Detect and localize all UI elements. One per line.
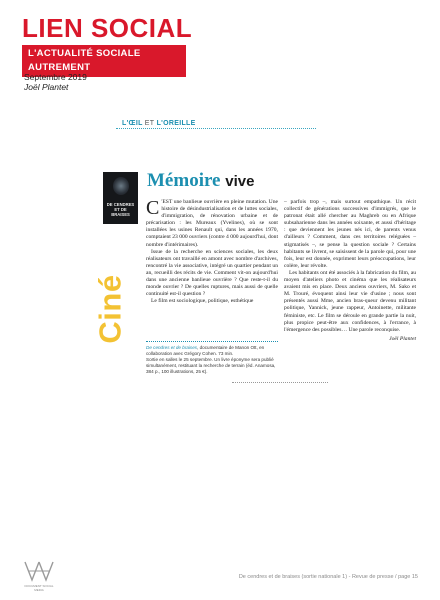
film-info-box: [146, 341, 278, 375]
publisher-logo: [22, 560, 56, 590]
section-heading: [120, 120, 198, 127]
article-author: Joël Plantet: [24, 82, 69, 92]
publisher-logo-label: DOCUMENT SOCIAL MEDIA: [24, 584, 54, 592]
rubric-text: Ciné: [92, 274, 128, 344]
brand-tagline: L'ACTUALITÉ SOCIALE AUTREMENT: [22, 45, 186, 77]
publisher-logo-icon: [22, 560, 56, 584]
info-line-2: Sortie en salles le 25 septembre. Un livre éponyme sera publié simultanément, restituant la recherche de terrain (éd. Anamosa, 384 p., 100 illustrations, 25 €).: [146, 357, 276, 374]
drop-cap: C: [146, 197, 160, 219]
closing-rule: [232, 382, 328, 383]
article-paragraph: – parfois trop –, mais surtout empathique. Un récit collectif de générations successives d'immigrés, que le patronat était allé chercher au Maghreb ou en Afrique subsaharienne dans les années soixante, et aussi d'héritage : que deviennent les jeunes nés ici, de parents venus d'ailleurs ? Comment, dans ces territoires reléguées – stigmatisés –, se pense la question sociale ? Certains habitants se livrent, se saisissent de la parole qui, pour une fois, leur est donnée, expriment leurs préoccupations, leur colère, leur révolte.: [284, 199, 416, 269]
headline-part-1: Mémoire: [147, 170, 221, 191]
poster-light: [113, 177, 129, 195]
article-column-1: [146, 199, 278, 305]
article-paragraph: Issue de la recherche en sciences sociales, les deux réalisateurs ont travaillé en amont avec nombre d'archives, rencontré la vie associative, intégré un quartier pendant un an, recueilli des récits de vie. Comment vit-on aujourd'hui dans une ancienne banlieue ouvrière ? Que reste-t-il du monde ouvrier ? De quelles ruptures, mais aussi de quelle continuité est-il question ?: [146, 248, 278, 298]
article-paragraph: Le film est sociologique, politique, esthétique: [151, 298, 254, 305]
article-paragraph: [146, 199, 278, 249]
masthead: [22, 14, 192, 77]
section-part-1: L'ŒIL: [122, 120, 143, 127]
brand-title: LIEN SOCIAL: [22, 13, 193, 43]
article-headline: [147, 170, 254, 193]
rubric-label: [92, 262, 146, 358]
paragraph-text: 'EST une banlieue ouvrière en pleine mutation. Une histoire de désindustrialisation et de luttes sociales, d'immigration, de rénovation urbaine et de précarisation : les Mureaux (Yvelines), où se sont installées les usines Renault qui, dans les années 1970, comptaient 23 000 ouvriers (contre 4 000 aujourd'hui, dont nombre d'intérimaires).: [146, 199, 278, 248]
article-signature: Joël Plantet: [389, 335, 416, 342]
publication-date: Septembre 2019: [24, 72, 87, 82]
headline-part-2: vive: [225, 173, 255, 190]
info-line-1: , documentaire de Manon Ott, en collaboration avec Grégory Cohen. 73 min.: [146, 345, 265, 356]
info-film-title: De cendres et de braises: [146, 345, 198, 350]
poster-title: DE CENDRES ET DE BRAISES: [106, 202, 135, 217]
article-paragraph: Les habitants ont été associés à la fabrication du film, au moyen d'ateliers photo et cinéma que les réalisateurs avaient mis en place. Deux anciens ouvriers, M. Sako et M. Trouré, évoquent ainsi leur vie d'usine ; nous sont présentés aussi Mme, ancien bras-queur devenu militant politique, Yannick, jeune rappeur, Antoinette, militante féministe, etc. Le film se déroule en grande partie la nuit, plus propice peut-être aux confidences, à l'errance, à l'émergence des possibles… Une parole reconquise.: [284, 269, 416, 333]
section-part-2: L'OREILLE: [156, 120, 196, 127]
section-rule: [116, 128, 316, 130]
article-column-2: [284, 199, 416, 343]
section-separator: ET: [144, 120, 155, 127]
film-poster-image: [103, 172, 138, 224]
footer-caption: De cendres et de braises (sortie nationale 1) - Revue de presse / page 15: [238, 574, 418, 580]
